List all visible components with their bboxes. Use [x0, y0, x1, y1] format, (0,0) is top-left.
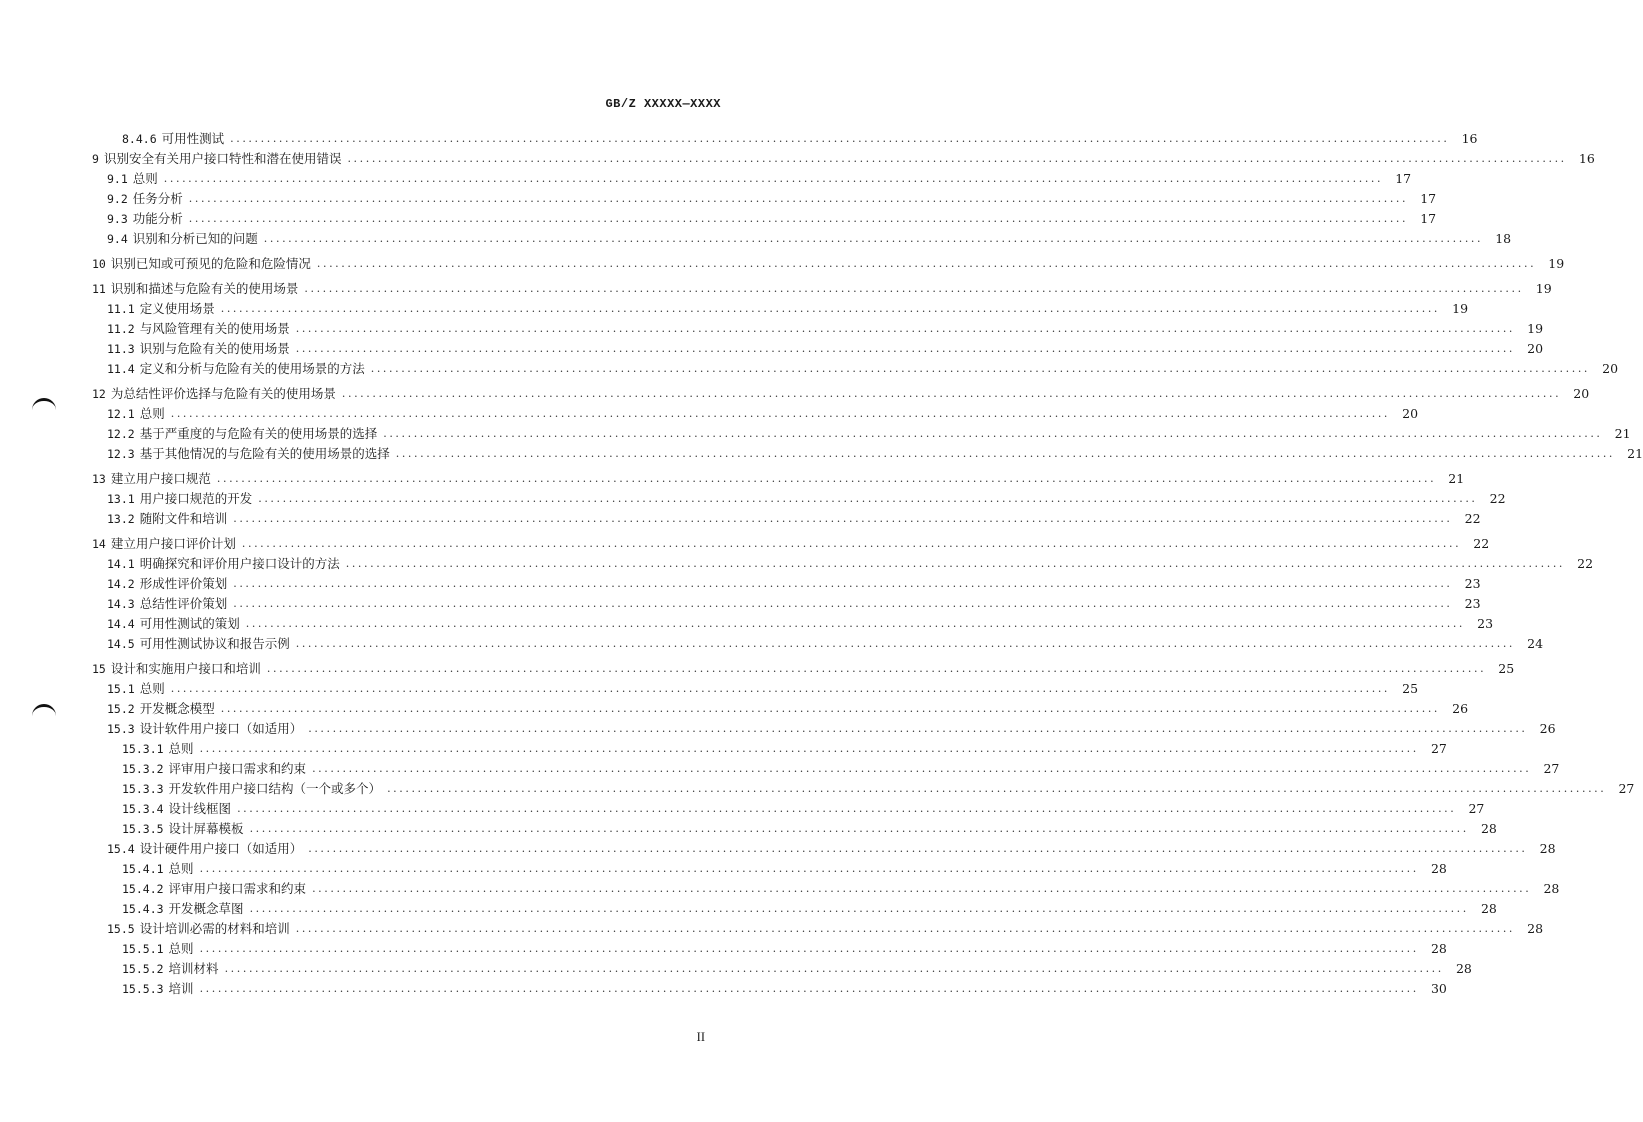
toc-entry-page: 22: [1473, 536, 1490, 551]
toc-entry-number: 15.5.2: [122, 962, 164, 976]
toc-entry-title: 设计线框图: [168, 801, 232, 816]
toc-entry-number: 14.4: [107, 617, 135, 631]
toc-entry-title: 定义使用场景: [139, 301, 215, 316]
toc-dot-leader: ........................................................................................................................................................................................................: [295, 342, 1516, 355]
toc-entry-number: 9: [92, 152, 99, 166]
toc-entry: [107, 425, 1631, 443]
toc-entry-number: 10: [92, 257, 106, 271]
toc-dot-leader: ........................................................................................................................................................................................................: [220, 702, 1441, 715]
toc-dot-leader: ........................................................................................................................................................................................................: [199, 982, 1419, 995]
toc-entry-title: 建立用户接口评价计划: [110, 536, 236, 551]
toc-entry-number: 11.2: [107, 322, 135, 336]
toc-entry-page: 19: [1535, 281, 1552, 296]
toc-entry-title: 可用性测试协议和报告示例: [139, 636, 290, 651]
toc-entry-title: 功能分析: [132, 211, 183, 226]
toc-entry: [107, 190, 1437, 208]
toc-entry-number: 15.4.2: [122, 882, 164, 896]
toc-entry-page: 20: [1573, 386, 1590, 401]
toc-entry-number: 15.3.3: [122, 782, 164, 796]
toc-entry-number: 11.3: [107, 342, 135, 356]
toc-entry-page: 21: [1448, 471, 1465, 486]
toc-entry-page: 21: [1614, 426, 1631, 441]
toc-entry-number: 12.1: [107, 407, 135, 421]
toc-entry-page: 27: [1618, 781, 1635, 796]
toc-entry: [107, 445, 1643, 463]
toc-entry-number: 9.4: [107, 232, 128, 246]
binder-hole-mark: [32, 398, 56, 412]
toc-entry-number: 12.2: [107, 427, 135, 441]
toc-entry: [122, 880, 1560, 898]
toc-entry-title: 可用性测试的策划: [139, 616, 240, 631]
page-number-footer: II: [696, 1030, 705, 1044]
toc-dot-leader: ........................................................................................................................................................................................................: [249, 822, 1469, 835]
toc-dot-leader: ........................................................................................................................................................................................................: [387, 782, 1607, 795]
toc-entry: [107, 300, 1469, 318]
toc-entry: [92, 660, 1515, 678]
toc-entry: [107, 700, 1469, 718]
toc-entry-page: 26: [1539, 721, 1556, 736]
toc-entry: [107, 405, 1419, 423]
toc-entry-number: 14.2: [107, 577, 135, 591]
toc-dot-leader: ........................................................................................................................................................................................................: [345, 557, 1566, 570]
toc-entry-number: 14.3: [107, 597, 135, 611]
toc-dot-leader: ........................................................................................................................................................................................................: [263, 232, 1484, 245]
toc-entry-title: 识别和描述与危险有关的使用场景: [110, 281, 299, 296]
toc-dot-leader: ........................................................................................................................................................................................................: [312, 762, 1532, 775]
toc-entry-title: 评审用户接口需求和约束: [168, 881, 307, 896]
toc-entry-number: 15.5: [107, 922, 135, 936]
toc-entry: [122, 800, 1485, 818]
toc-entry-title: 培训材料: [168, 961, 219, 976]
toc-entry-number: 11: [92, 282, 106, 296]
toc-entry-title: 总则: [168, 861, 194, 876]
toc-entry-page: 17: [1395, 171, 1412, 186]
toc-entry-number: 15.2: [107, 702, 135, 716]
toc-dot-leader: ........................................................................................................................................................................................................: [170, 682, 1391, 695]
toc-entry-title: 设计屏幕模板: [168, 821, 244, 836]
toc-entry-page: 17: [1420, 211, 1437, 226]
toc-entry-page: 28: [1430, 861, 1447, 876]
toc-entry-page: 26: [1452, 701, 1469, 716]
toc-entry-number: 9.2: [107, 192, 128, 206]
toc-entry-number: 15.3.2: [122, 762, 164, 776]
toc-dot-leader: ........................................................................................................................................................................................................: [237, 802, 1457, 815]
toc-entry-page: 23: [1477, 616, 1494, 631]
toc-entry-title: 总结性评价策划: [139, 596, 228, 611]
toc-entry-page: 20: [1602, 361, 1619, 376]
toc-dot-leader: ........................................................................................................................................................................................................: [370, 362, 1591, 375]
toc-entry: [92, 535, 1490, 553]
toc-entry: [122, 960, 1472, 978]
toc-entry-number: 14: [92, 537, 106, 551]
toc-entry-title: 任务分析: [132, 191, 183, 206]
toc-entry-title: 开发概念草图: [168, 901, 244, 916]
toc-dot-leader: ........................................................................................................................................................................................................: [304, 282, 1524, 295]
toc-entry: [107, 595, 1481, 613]
toc-entry: [107, 840, 1556, 858]
toc-entry-title: 开发软件用户接口结构（一个或多个）: [168, 781, 382, 796]
toc-dot-leader: ........................................................................................................................................................................................................: [170, 407, 1391, 420]
toc-entry-page: 25: [1498, 661, 1515, 676]
toc-entry-title: 总则: [139, 406, 165, 421]
toc-entry-title: 设计和实施用户接口和培训: [110, 661, 261, 676]
toc-entry-number: 15.1: [107, 682, 135, 696]
toc-entry-title: 随附文件和培训: [139, 511, 228, 526]
toc-entry-page: 28: [1455, 961, 1472, 976]
toc-entry-page: 28: [1480, 901, 1497, 916]
toc-entry-page: 16: [1578, 151, 1595, 166]
toc-dot-leader: ........................................................................................................................................................................................................: [199, 862, 1419, 875]
toc-entry: [122, 820, 1497, 838]
toc-dot-leader: ........................................................................................................................................................................................................: [308, 842, 1528, 855]
toc-dot-leader: ........................................................................................................................................................................................................: [188, 192, 1409, 205]
toc-entry-page: 18: [1495, 231, 1512, 246]
toc-entry-title: 可用性测试: [161, 131, 225, 146]
toc-entry: [107, 170, 1412, 188]
toc-entry-number: 9.3: [107, 212, 128, 226]
toc-dot-leader: ........................................................................................................................................................................................................: [312, 882, 1532, 895]
toc-entry-page: 24: [1527, 636, 1544, 651]
toc-entry-page: 22: [1577, 556, 1594, 571]
toc-entry-title: 总则: [132, 171, 158, 186]
toc-entry-title: 明确探究和评价用户接口设计的方法: [139, 556, 340, 571]
toc-entry-number: 15.3.5: [122, 822, 164, 836]
toc-entry-page: 22: [1464, 511, 1481, 526]
toc-dot-leader: ........................................................................................................................................................................................................: [347, 152, 1567, 165]
toc-entry: [122, 900, 1497, 918]
toc-dot-leader: ........................................................................................................................................................................................................: [266, 662, 1487, 675]
toc-entry: [107, 340, 1544, 358]
toc-entry-page: 27: [1468, 801, 1485, 816]
toc-entry: [122, 860, 1447, 878]
toc-entry-number: 15.5.3: [122, 982, 164, 996]
toc-dot-leader: ........................................................................................................................................................................................................: [241, 537, 1462, 550]
toc-dot-leader: ........................................................................................................................................................................................................: [295, 637, 1516, 650]
toc-dot-leader: ........................................................................................................................................................................................................: [224, 962, 1444, 975]
toc-entry: [122, 740, 1447, 758]
toc-entry-title: 识别与危险有关的使用场景: [139, 341, 290, 356]
toc-dot-leader: ........................................................................................................................................................................................................: [220, 302, 1441, 315]
toc-entry: [92, 385, 1590, 403]
toc-entry-number: 15.3.1: [122, 742, 164, 756]
toc-entry-title: 基于其他情况的与危险有关的使用场景的选择: [139, 446, 390, 461]
toc-entry-page: 23: [1464, 596, 1481, 611]
toc-entry: [107, 360, 1619, 378]
toc-entry-number: 8.4.6: [122, 132, 157, 146]
toc-entry-number: 9.1: [107, 172, 128, 186]
toc-entry: [107, 230, 1512, 248]
toc-dot-leader: ........................................................................................................................................................................................................: [258, 492, 1478, 505]
toc-entry-page: 30: [1430, 981, 1447, 996]
toc-entry-number: 12: [92, 387, 106, 401]
toc-entry-title: 总则: [139, 681, 165, 696]
toc-entry-title: 总则: [168, 741, 194, 756]
document-code-header: GB/Z XXXXX—XXXX: [605, 97, 721, 111]
toc-entry-number: 13: [92, 472, 106, 486]
toc-entry: [107, 510, 1481, 528]
toc-dot-leader: ........................................................................................................................................................................................................: [199, 742, 1419, 755]
toc-entry-page: 20: [1527, 341, 1544, 356]
toc-dot-leader: ........................................................................................................................................................................................................: [308, 722, 1528, 735]
toc-entry-number: 15.4: [107, 842, 135, 856]
toc-entry-page: 28: [1543, 881, 1560, 896]
toc-dot-leader: ........................................................................................................................................................................................................: [249, 902, 1469, 915]
toc-entry: [92, 150, 1595, 168]
toc-entry-number: 15.4.3: [122, 902, 164, 916]
toc-entry-title: 识别已知或可预见的危险和危险情况: [110, 256, 311, 271]
toc-entry-page: 19: [1548, 256, 1565, 271]
toc-entry-page: 22: [1489, 491, 1506, 506]
toc-entry: [92, 255, 1565, 273]
toc-dot-leader: ........................................................................................................................................................................................................: [163, 172, 1384, 185]
toc-entry-page: 27: [1543, 761, 1560, 776]
toc-entry-title: 设计硬件用户接口（如适用）: [139, 841, 303, 856]
toc-entry-page: 28: [1480, 821, 1497, 836]
toc-entry: [107, 615, 1494, 633]
toc-entry: [107, 720, 1556, 738]
toc-entry-number: 13.2: [107, 512, 135, 526]
toc-entry-page: 28: [1539, 841, 1556, 856]
toc-entry-page: 23: [1464, 576, 1481, 591]
toc-dot-leader: ........................................................................................................................................................................................................: [395, 447, 1616, 460]
toc-dot-leader: ........................................................................................................................................................................................................: [383, 427, 1603, 440]
toc-entry-page: 17: [1420, 191, 1437, 206]
toc-dot-leader: ........................................................................................................................................................................................................: [316, 257, 1537, 270]
toc-dot-leader: ........................................................................................................................................................................................................: [216, 472, 1437, 485]
toc-entry: [92, 280, 1552, 298]
toc-dot-leader: ........................................................................................................................................................................................................: [245, 617, 1466, 630]
toc-entry-page: 21: [1627, 446, 1643, 461]
toc-dot-leader: ........................................................................................................................................................................................................: [188, 212, 1409, 225]
toc-entry-title: 培训: [168, 981, 194, 996]
toc-entry-title: 与风险管理有关的使用场景: [139, 321, 290, 336]
toc-entry-title: 定义和分析与危险有关的使用场景的方法: [139, 361, 365, 376]
toc-entry-title: 开发概念模型: [139, 701, 215, 716]
toc-entry-title: 评审用户接口需求和约束: [168, 761, 307, 776]
toc-entry-number: 15.3.4: [122, 802, 164, 816]
toc-entry-number: 11.4: [107, 362, 135, 376]
toc-entry: [92, 470, 1465, 488]
toc-dot-leader: ........................................................................................................................................................................................................: [341, 387, 1562, 400]
toc-entry-title: 基于严重度的与危险有关的使用场景的选择: [139, 426, 378, 441]
toc-entry-number: 15.3: [107, 722, 135, 736]
toc-dot-leader: ........................................................................................................................................................................................................: [233, 577, 1453, 590]
toc-dot-leader: ........................................................................................................................................................................................................: [295, 922, 1516, 935]
toc-entry-number: 14.5: [107, 637, 135, 651]
toc-dot-leader: ........................................................................................................................................................................................................: [233, 597, 1453, 610]
toc-entry: [122, 130, 1478, 148]
toc-entry-title: 建立用户接口规范: [110, 471, 211, 486]
toc-entry-title: 设计软件用户接口（如适用）: [139, 721, 303, 736]
toc-entry: [107, 575, 1481, 593]
toc-entry-page: 19: [1452, 301, 1469, 316]
toc-dot-leader: ........................................................................................................................................................................................................: [230, 132, 1450, 145]
toc-entry: [107, 920, 1544, 938]
toc-entry-page: 19: [1527, 321, 1544, 336]
toc-dot-leader: ........................................................................................................................................................................................................: [233, 512, 1453, 525]
toc-entry: [107, 320, 1544, 338]
toc-entry-title: 识别安全有关用户接口特性和潜在使用错误: [103, 151, 342, 166]
toc-dot-leader: ........................................................................................................................................................................................................: [295, 322, 1516, 335]
toc-entry-title: 形成性评价策划: [139, 576, 228, 591]
toc-entry-number: 11.1: [107, 302, 135, 316]
toc-entry-page: 27: [1430, 741, 1447, 756]
toc-entry-title: 用户接口规范的开发: [139, 491, 253, 506]
toc-entry-number: 15: [92, 662, 106, 676]
toc-entry-number: 12.3: [107, 447, 135, 461]
toc-entry: [107, 490, 1506, 508]
toc-entry-number: 15.4.1: [122, 862, 164, 876]
toc-entry-title: 识别和分析已知的问题: [132, 231, 258, 246]
toc-entry-page: 25: [1402, 681, 1419, 696]
toc-entry: [107, 680, 1419, 698]
toc-entry: [122, 980, 1447, 998]
toc-entry: [107, 635, 1544, 653]
toc-entry-title: 为总结性评价选择与危险有关的使用场景: [110, 386, 336, 401]
toc-entry-number: 14.1: [107, 557, 135, 571]
toc-dot-leader: ........................................................................................................................................................................................................: [199, 942, 1419, 955]
toc-entry-title: 总则: [168, 941, 194, 956]
toc-entry: [122, 760, 1560, 778]
toc-entry-number: 13.1: [107, 492, 135, 506]
toc-entry-page: 28: [1527, 921, 1544, 936]
toc-entry-page: 28: [1430, 941, 1447, 956]
binder-hole-mark: [32, 704, 56, 718]
toc-entry-title: 设计培训必需的材料和培训: [139, 921, 290, 936]
toc-entry: [122, 780, 1635, 798]
toc-entry-page: 16: [1461, 131, 1478, 146]
toc-entry: [107, 555, 1594, 573]
toc-entry-number: 15.5.1: [122, 942, 164, 956]
toc-entry: [107, 210, 1437, 228]
toc-entry: [122, 940, 1447, 958]
toc-entry-page: 20: [1402, 406, 1419, 421]
